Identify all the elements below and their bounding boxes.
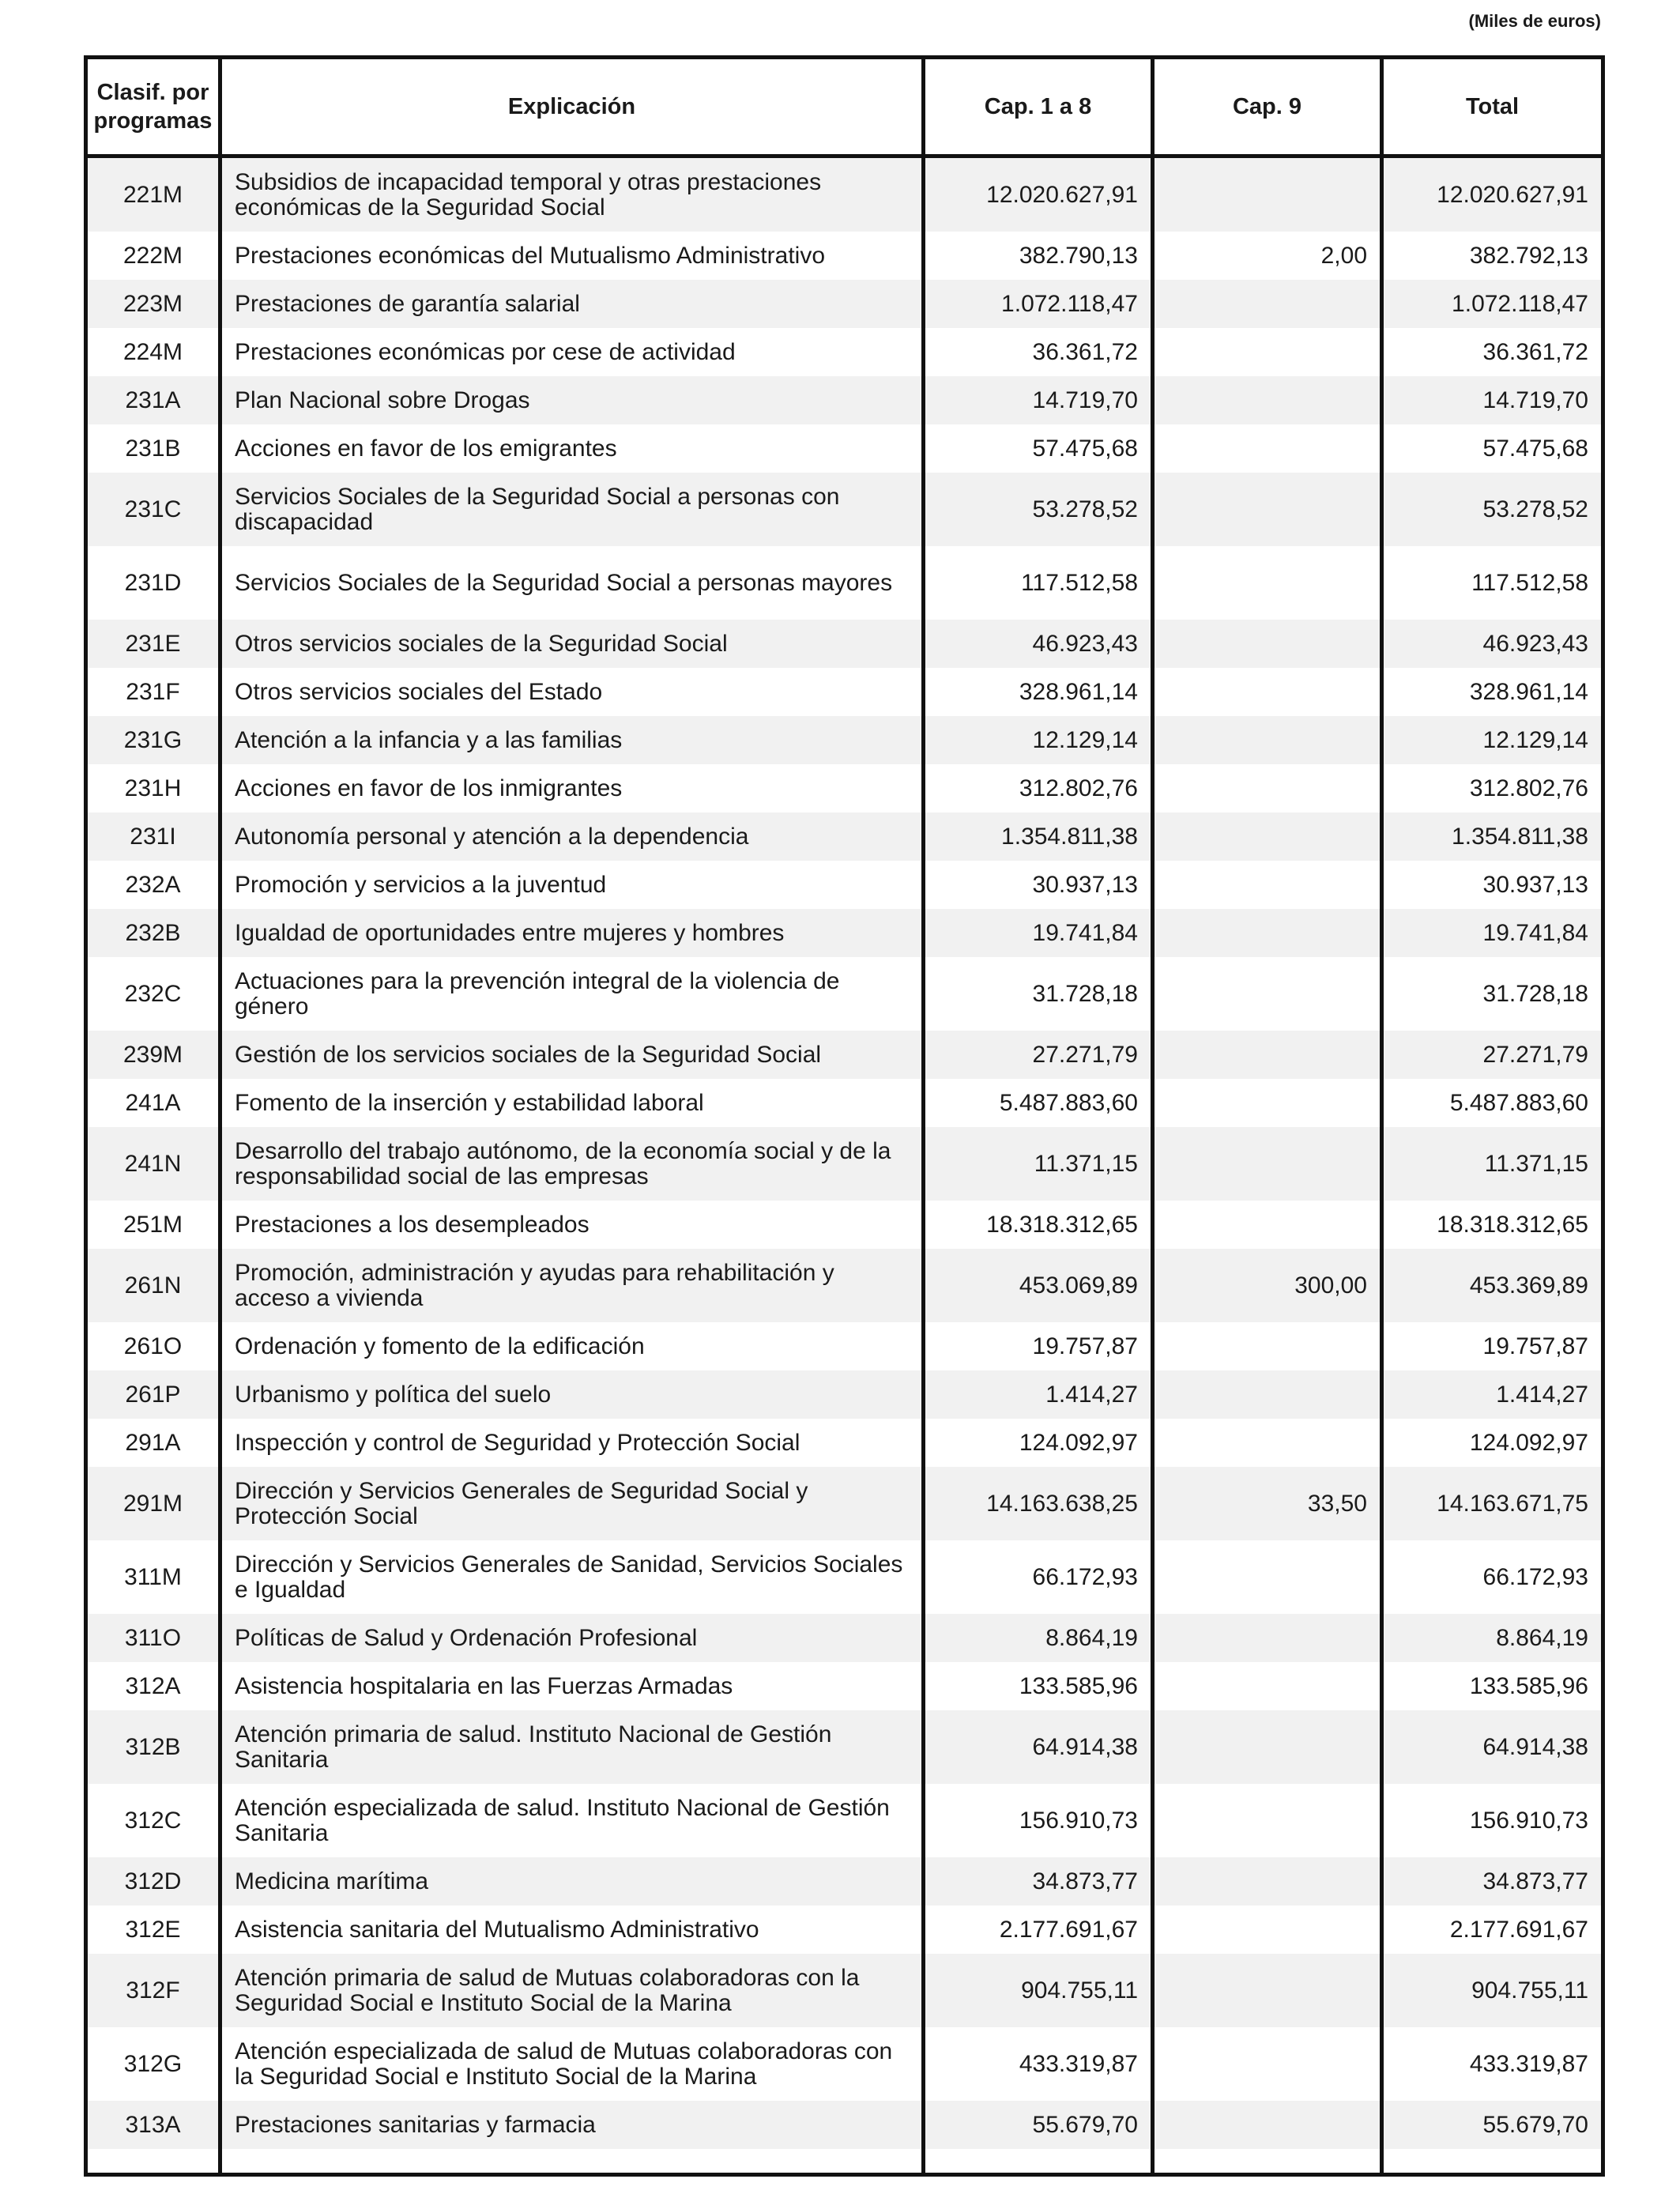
total-cell: 5.487.883,60 <box>1382 1079 1603 1127</box>
description-cell: Políticas de Salud y Ordenación Profesional <box>220 1614 924 1662</box>
cap-9-cell <box>1153 716 1382 764</box>
total-cell: 904.755,11 <box>1382 1954 1603 2027</box>
total-cell: 1.072.118,47 <box>1382 280 1603 328</box>
code-cell: 239M <box>86 1031 220 1079</box>
description-cell: Asistencia hospitalaria en las Fuerzas Armadas <box>220 1662 924 1710</box>
cap-9-cell <box>1153 1710 1382 1784</box>
description-cell: Autonomía personal y atención a la dependencia <box>220 812 924 861</box>
cap-1-8-cell: 133.585,96 <box>924 1662 1153 1710</box>
description-cell: Subsidios de incapacidad temporal y otras prestaciones económicas de la Seguridad Social <box>220 156 924 232</box>
cap-9-cell <box>1153 328 1382 376</box>
code-cell: 261O <box>86 1322 220 1370</box>
padding-cell <box>86 2149 220 2175</box>
table-row <box>86 376 1603 424</box>
cap-9-cell <box>1153 1784 1382 1857</box>
cap-1-8-cell: 433.319,87 <box>924 2027 1153 2101</box>
total-cell: 30.937,13 <box>1382 861 1603 909</box>
table-row <box>86 1784 1603 1857</box>
description-cell: Atención primaria de salud de Mutuas colaboradoras con la Seguridad Social e Instituto Social de la Marina <box>220 1954 924 2027</box>
table-row <box>86 1662 1603 1710</box>
code-cell: 251M <box>86 1201 220 1249</box>
table-row <box>86 328 1603 376</box>
cap-1-8-cell: 19.757,87 <box>924 1322 1153 1370</box>
cap-1-8-cell: 30.937,13 <box>924 861 1153 909</box>
description-cell: Otros servicios sociales de la Seguridad Social <box>220 620 924 668</box>
cap-1-8-cell: 328.961,14 <box>924 668 1153 716</box>
code-cell: 291M <box>86 1467 220 1540</box>
total-cell: 27.271,79 <box>1382 1031 1603 1079</box>
cap-9-cell <box>1153 1857 1382 1906</box>
cap-1-8-cell: 312.802,76 <box>924 764 1153 812</box>
budget-table <box>84 55 1605 2177</box>
total-cell: 14.719,70 <box>1382 376 1603 424</box>
code-cell: 241A <box>86 1079 220 1127</box>
cap-9-cell: 2,00 <box>1153 232 1382 280</box>
cap-1-8-cell: 1.414,27 <box>924 1370 1153 1419</box>
total-cell: 46.923,43 <box>1382 620 1603 668</box>
total-cell: 11.371,15 <box>1382 1127 1603 1201</box>
cap-1-8-cell: 5.487.883,60 <box>924 1079 1153 1127</box>
total-cell: 18.318.312,65 <box>1382 1201 1603 1249</box>
total-cell: 31.728,18 <box>1382 957 1603 1031</box>
header-cap-9: Cap. 9 <box>1153 58 1382 156</box>
total-cell: 382.792,13 <box>1382 232 1603 280</box>
table-row <box>86 909 1603 957</box>
cap-1-8-cell: 46.923,43 <box>924 620 1153 668</box>
total-cell: 19.741,84 <box>1382 909 1603 957</box>
table-row <box>86 1857 1603 1906</box>
total-cell: 57.475,68 <box>1382 424 1603 473</box>
code-cell: 261N <box>86 1249 220 1322</box>
code-cell: 312E <box>86 1906 220 1954</box>
description-cell: Servicios Sociales de la Seguridad Social a personas mayores <box>220 546 924 620</box>
cap-9-cell: 33,50 <box>1153 1467 1382 1540</box>
cap-9-cell <box>1153 2101 1382 2149</box>
description-cell: Ordenación y fomento de la edificación <box>220 1322 924 1370</box>
total-cell: 12.020.627,91 <box>1382 156 1603 232</box>
description-cell: Dirección y Servicios Generales de Sanidad, Servicios Sociales e Igualdad <box>220 1540 924 1614</box>
cap-1-8-cell: 382.790,13 <box>924 232 1153 280</box>
code-cell: 312B <box>86 1710 220 1784</box>
cap-9-cell <box>1153 473 1382 546</box>
total-cell: 312.802,76 <box>1382 764 1603 812</box>
table-row <box>86 1322 1603 1370</box>
table-row <box>86 1127 1603 1201</box>
code-cell: 231A <box>86 376 220 424</box>
table-row <box>86 764 1603 812</box>
total-cell: 124.092,97 <box>1382 1419 1603 1467</box>
table-row <box>86 1031 1603 1079</box>
total-cell: 433.319,87 <box>1382 2027 1603 2101</box>
cap-9-cell <box>1153 764 1382 812</box>
total-cell: 117.512,58 <box>1382 546 1603 620</box>
table-row <box>86 1467 1603 1540</box>
table-row <box>86 716 1603 764</box>
code-cell: 231H <box>86 764 220 812</box>
table-row <box>86 1614 1603 1662</box>
code-cell: 231D <box>86 546 220 620</box>
description-cell: Desarrollo del trabajo autónomo, de la economía social y de la responsabilidad social de las empresas <box>220 1127 924 1201</box>
padding-cell <box>1153 2149 1382 2175</box>
cap-1-8-cell: 117.512,58 <box>924 546 1153 620</box>
cap-9-cell <box>1153 812 1382 861</box>
description-cell: Promoción, administración y ayudas para rehabilitación y acceso a vivienda <box>220 1249 924 1322</box>
cap-1-8-cell: 1.354.811,38 <box>924 812 1153 861</box>
description-cell: Prestaciones sanitarias y farmacia <box>220 2101 924 2149</box>
total-cell: 8.864,19 <box>1382 1614 1603 1662</box>
table-header <box>86 58 1603 156</box>
header-total: Total <box>1382 58 1603 156</box>
cap-9-cell <box>1153 1419 1382 1467</box>
description-cell: Asistencia sanitaria del Mutualismo Administrativo <box>220 1906 924 1954</box>
total-cell: 1.354.811,38 <box>1382 812 1603 861</box>
cap-9-cell <box>1153 1906 1382 1954</box>
table-row <box>86 957 1603 1031</box>
unit-note: (Miles de euros) <box>1468 11 1601 31</box>
cap-9-cell <box>1153 1540 1382 1614</box>
description-cell: Igualdad de oportunidades entre mujeres y hombres <box>220 909 924 957</box>
padding-cell <box>220 2149 924 2175</box>
cap-1-8-cell: 36.361,72 <box>924 328 1153 376</box>
total-cell: 133.585,96 <box>1382 1662 1603 1710</box>
cap-9-cell <box>1153 1201 1382 1249</box>
cap-9-cell <box>1153 280 1382 328</box>
header-code: Clasif. por programas <box>86 58 220 156</box>
cap-9-cell <box>1153 156 1382 232</box>
description-cell: Servicios Sociales de la Seguridad Social a personas con discapacidad <box>220 473 924 546</box>
code-cell: 312C <box>86 1784 220 1857</box>
table-row <box>86 2101 1603 2149</box>
cap-9-cell <box>1153 2027 1382 2101</box>
description-cell: Atención especializada de salud de Mutuas colaboradoras con la Seguridad Social e Instituto Social de la Marina <box>220 2027 924 2101</box>
code-cell: 222M <box>86 232 220 280</box>
code-cell: 223M <box>86 280 220 328</box>
cap-9-cell <box>1153 546 1382 620</box>
cap-1-8-cell: 27.271,79 <box>924 1031 1153 1079</box>
cap-1-8-cell: 156.910,73 <box>924 1784 1153 1857</box>
table-row <box>86 546 1603 620</box>
code-cell: 261P <box>86 1370 220 1419</box>
cap-9-cell <box>1153 1127 1382 1201</box>
table-row <box>86 1201 1603 1249</box>
header-cap-1-8: Cap. 1 a 8 <box>924 58 1153 156</box>
table-row <box>86 812 1603 861</box>
description-cell: Promoción y servicios a la juventud <box>220 861 924 909</box>
table-row <box>86 473 1603 546</box>
total-cell: 64.914,38 <box>1382 1710 1603 1784</box>
description-cell: Actuaciones para la prevención integral de la violencia de género <box>220 957 924 1031</box>
cap-9-cell <box>1153 1662 1382 1710</box>
table-row <box>86 1540 1603 1614</box>
table-body <box>86 156 1603 2175</box>
code-cell: 231B <box>86 424 220 473</box>
header-description: Explicación <box>220 58 924 156</box>
description-cell: Prestaciones de garantía salarial <box>220 280 924 328</box>
cap-9-cell <box>1153 909 1382 957</box>
cap-1-8-cell: 12.129,14 <box>924 716 1153 764</box>
code-cell: 232C <box>86 957 220 1031</box>
table-row <box>86 156 1603 232</box>
cap-1-8-cell: 31.728,18 <box>924 957 1153 1031</box>
cap-9-cell <box>1153 376 1382 424</box>
total-cell: 12.129,14 <box>1382 716 1603 764</box>
code-cell: 312G <box>86 2027 220 2101</box>
description-cell: Dirección y Servicios Generales de Seguridad Social y Protección Social <box>220 1467 924 1540</box>
cap-1-8-cell: 8.864,19 <box>924 1614 1153 1662</box>
cap-1-8-cell: 18.318.312,65 <box>924 1201 1153 1249</box>
cap-9-cell <box>1153 668 1382 716</box>
cap-1-8-cell: 34.873,77 <box>924 1857 1153 1906</box>
description-cell: Fomento de la inserción y estabilidad laboral <box>220 1079 924 1127</box>
cap-1-8-cell: 57.475,68 <box>924 424 1153 473</box>
code-cell: 313A <box>86 2101 220 2149</box>
cap-9-cell <box>1153 1322 1382 1370</box>
code-cell: 231E <box>86 620 220 668</box>
cap-1-8-cell: 53.278,52 <box>924 473 1153 546</box>
total-cell: 453.369,89 <box>1382 1249 1603 1322</box>
description-cell: Gestión de los servicios sociales de la Seguridad Social <box>220 1031 924 1079</box>
total-cell: 156.910,73 <box>1382 1784 1603 1857</box>
cap-1-8-cell: 14.719,70 <box>924 376 1153 424</box>
code-cell: 232A <box>86 861 220 909</box>
table-row <box>86 2027 1603 2101</box>
table-row <box>86 1419 1603 1467</box>
total-cell: 34.873,77 <box>1382 1857 1603 1906</box>
cap-1-8-cell: 66.172,93 <box>924 1540 1153 1614</box>
cap-1-8-cell: 19.741,84 <box>924 909 1153 957</box>
total-cell: 14.163.671,75 <box>1382 1467 1603 1540</box>
code-cell: 312A <box>86 1662 220 1710</box>
code-cell: 311O <box>86 1614 220 1662</box>
table-row <box>86 424 1603 473</box>
table-bottom-padding <box>86 2149 1603 2175</box>
total-cell: 2.177.691,67 <box>1382 1906 1603 1954</box>
description-cell: Prestaciones económicas por cese de actividad <box>220 328 924 376</box>
table-row <box>86 280 1603 328</box>
cap-9-cell <box>1153 620 1382 668</box>
cap-9-cell <box>1153 424 1382 473</box>
description-cell: Otros servicios sociales del Estado <box>220 668 924 716</box>
cap-1-8-cell: 904.755,11 <box>924 1954 1153 2027</box>
cap-9-cell <box>1153 1079 1382 1127</box>
description-cell: Plan Nacional sobre Drogas <box>220 376 924 424</box>
cap-1-8-cell: 453.069,89 <box>924 1249 1153 1322</box>
cap-9-cell <box>1153 1614 1382 1662</box>
table-row <box>86 1370 1603 1419</box>
cap-1-8-cell: 64.914,38 <box>924 1710 1153 1784</box>
table-row <box>86 232 1603 280</box>
table-row <box>86 1710 1603 1784</box>
cap-1-8-cell: 124.092,97 <box>924 1419 1153 1467</box>
cap-1-8-cell: 2.177.691,67 <box>924 1906 1153 1954</box>
description-cell: Atención a la infancia y a las familias <box>220 716 924 764</box>
code-cell: 231I <box>86 812 220 861</box>
cap-9-cell: 300,00 <box>1153 1249 1382 1322</box>
padding-cell <box>1382 2149 1603 2175</box>
code-cell: 224M <box>86 328 220 376</box>
total-cell: 66.172,93 <box>1382 1540 1603 1614</box>
code-cell: 232B <box>86 909 220 957</box>
cap-9-cell <box>1153 1954 1382 2027</box>
total-cell: 55.679,70 <box>1382 2101 1603 2149</box>
total-cell: 36.361,72 <box>1382 328 1603 376</box>
cap-1-8-cell: 12.020.627,91 <box>924 156 1153 232</box>
total-cell: 19.757,87 <box>1382 1322 1603 1370</box>
table-row <box>86 1079 1603 1127</box>
code-cell: 312D <box>86 1857 220 1906</box>
code-cell: 231G <box>86 716 220 764</box>
cap-9-cell <box>1153 1031 1382 1079</box>
description-cell: Acciones en favor de los inmigrantes <box>220 764 924 812</box>
table-row <box>86 668 1603 716</box>
cap-9-cell <box>1153 1370 1382 1419</box>
table-row <box>86 861 1603 909</box>
description-cell: Prestaciones económicas del Mutualismo Administrativo <box>220 232 924 280</box>
description-cell: Prestaciones a los desempleados <box>220 1201 924 1249</box>
total-cell: 53.278,52 <box>1382 473 1603 546</box>
table-row <box>86 1954 1603 2027</box>
code-cell: 241N <box>86 1127 220 1201</box>
cap-9-cell <box>1153 957 1382 1031</box>
description-cell: Acciones en favor de los emigrantes <box>220 424 924 473</box>
cap-1-8-cell: 1.072.118,47 <box>924 280 1153 328</box>
description-cell: Atención primaria de salud. Instituto Nacional de Gestión Sanitaria <box>220 1710 924 1784</box>
cap-1-8-cell: 14.163.638,25 <box>924 1467 1153 1540</box>
code-cell: 291A <box>86 1419 220 1467</box>
code-cell: 221M <box>86 156 220 232</box>
table-row <box>86 620 1603 668</box>
description-cell: Urbanismo y política del suelo <box>220 1370 924 1419</box>
description-cell: Medicina marítima <box>220 1857 924 1906</box>
cap-1-8-cell: 11.371,15 <box>924 1127 1153 1201</box>
table-row <box>86 1249 1603 1322</box>
code-cell: 311M <box>86 1540 220 1614</box>
cap-9-cell <box>1153 861 1382 909</box>
total-cell: 1.414,27 <box>1382 1370 1603 1419</box>
padding-cell <box>924 2149 1153 2175</box>
code-cell: 312F <box>86 1954 220 2027</box>
total-cell: 328.961,14 <box>1382 668 1603 716</box>
description-cell: Atención especializada de salud. Instituto Nacional de Gestión Sanitaria <box>220 1784 924 1857</box>
description-cell: Inspección y control de Seguridad y Protección Social <box>220 1419 924 1467</box>
cap-1-8-cell: 55.679,70 <box>924 2101 1153 2149</box>
code-cell: 231F <box>86 668 220 716</box>
table-row <box>86 1906 1603 1954</box>
code-cell: 231C <box>86 473 220 546</box>
